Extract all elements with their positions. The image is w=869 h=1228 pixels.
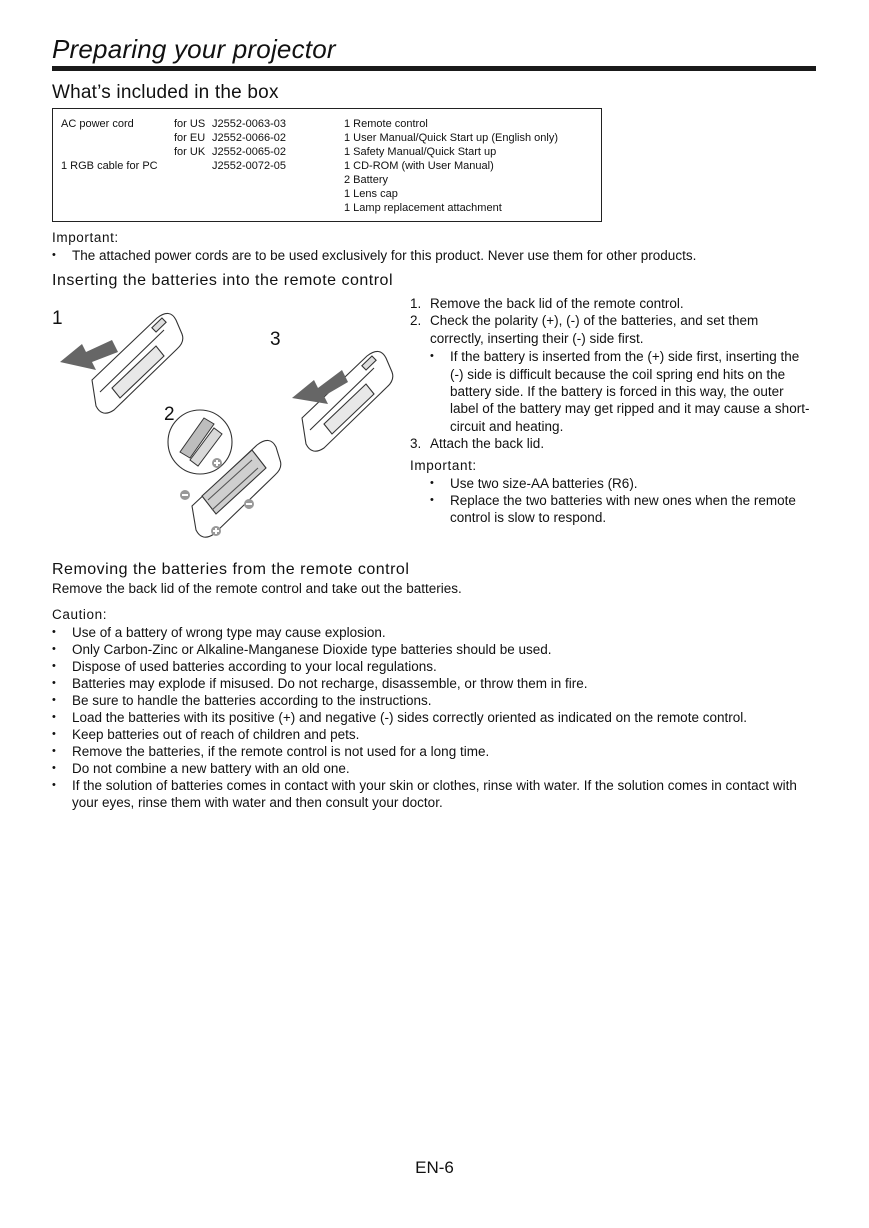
rgb-cable-code: J2552-0072-05 bbox=[212, 160, 287, 172]
power-cord-code: J2552-0063-03 bbox=[212, 118, 287, 130]
caution-list bbox=[52, 624, 822, 811]
rgb-cable-label: 1 RGB cable for PC bbox=[61, 160, 158, 172]
important-list bbox=[52, 247, 832, 264]
remove-text: Remove the back lid of the remote control and take out the batteries. bbox=[52, 581, 462, 596]
figure-label-3: 3 bbox=[270, 329, 281, 350]
caution-item: • Be sure to handle the batteries according to the instructions. bbox=[52, 692, 822, 709]
remote-step-1 bbox=[92, 313, 183, 413]
caution-item: • Use of a battery of wrong type may cause explosion. bbox=[52, 624, 822, 641]
box-heading: What’s included in the box bbox=[52, 82, 279, 103]
caution-item: • Remove the batteries, if the remote control is not used for a long time. bbox=[52, 743, 822, 760]
important-item: • Replace the two batteries with new ones when the remote control is slow to respond. bbox=[430, 492, 800, 526]
box-item: 1 Safety Manual/Quick Start up bbox=[344, 146, 497, 158]
insert-important-list bbox=[430, 475, 800, 526]
power-cord-label: AC power cord bbox=[61, 118, 134, 130]
insert-important-label: Important: bbox=[410, 458, 477, 473]
step-item: 3. Attach the back lid. bbox=[410, 436, 545, 452]
important-label: Important: bbox=[52, 230, 119, 245]
caution-item: • Keep batteries out of reach of children and pets. bbox=[52, 726, 822, 743]
power-cord-code: J2552-0065-02 bbox=[212, 146, 287, 158]
box-item: 1 User Manual/Quick Start up (English only) bbox=[344, 132, 558, 144]
power-cord-region: for EU bbox=[174, 132, 206, 144]
power-cord-code: J2552-0066-02 bbox=[212, 132, 287, 144]
box-item: 1 CD-ROM (with User Manual) bbox=[344, 160, 494, 172]
title-rule bbox=[52, 66, 816, 71]
caution-item: • Only Carbon-Zinc or Alkaline-Manganese Dioxide type batteries should be used. bbox=[52, 641, 822, 658]
caution-item: • Do not combine a new battery with an old one. bbox=[52, 760, 822, 777]
important-item: • Use two size-AA batteries (R6). bbox=[430, 475, 800, 492]
step-note: • If the battery is inserted from the (+) side first, inserting the (-) side is difficult because the coil spring end hits on the battery side. If the battery is forced in this way, the outer label of the battery may get ripped and it may cause a short-circuit and heating. bbox=[430, 348, 810, 435]
figure-label-1: 1 bbox=[52, 308, 63, 329]
power-cord-region: for UK bbox=[174, 146, 206, 158]
power-cord-region: for US bbox=[174, 118, 206, 130]
caution-item: • Batteries may explode if misused. Do not recharge, disassemble, or throw them in fire. bbox=[52, 675, 822, 692]
battery-illustration bbox=[52, 300, 412, 545]
box-contents-table bbox=[52, 108, 602, 222]
page-title: Preparing your projector bbox=[52, 34, 336, 64]
box-item: 1 Remote control bbox=[344, 118, 428, 130]
page-number: EN-6 bbox=[415, 1158, 454, 1177]
step-item: 1. Remove the back lid of the remote control. bbox=[410, 296, 684, 311]
caution-item: • Load the batteries with its positive (+) and negative (-) sides correctly oriented as indicated on the remote control. bbox=[52, 709, 822, 726]
figure-label-2: 2 bbox=[164, 404, 175, 425]
important-item: • The attached power cords are to be used exclusively for this product. Never use them for other products. bbox=[52, 247, 832, 264]
box-item: 1 Lens cap bbox=[344, 188, 398, 200]
step-item: 2. Check the polarity (+), (-) of the batteries, and set them correctly, inserting their (-) side first. • If the battery is inserted from the (+) side first, inserting the (-) side is difficult because the coil spring end hits on the battery side. If the battery is forced in this way, the outer label of the battery may get ripped and it may cause a short-circuit and heating. bbox=[410, 312, 810, 435]
insert-heading: Inserting the batteries into the remote control bbox=[52, 272, 394, 289]
caution-label: Caution: bbox=[52, 607, 108, 622]
caution-item: • If the solution of batteries comes in contact with your skin or clothes, rinse with water. If the solution comes in contact with your eyes, rinse them with water and then consult your doctor. bbox=[52, 777, 822, 811]
remove-heading: Removing the batteries from the remote control bbox=[52, 561, 410, 578]
caution-item: • Dispose of used batteries according to your local regulations. bbox=[52, 658, 822, 675]
insert-steps bbox=[410, 295, 810, 453]
box-item: 1 Lamp replacement attachment bbox=[344, 202, 502, 214]
box-item: 2 Battery bbox=[344, 174, 389, 186]
